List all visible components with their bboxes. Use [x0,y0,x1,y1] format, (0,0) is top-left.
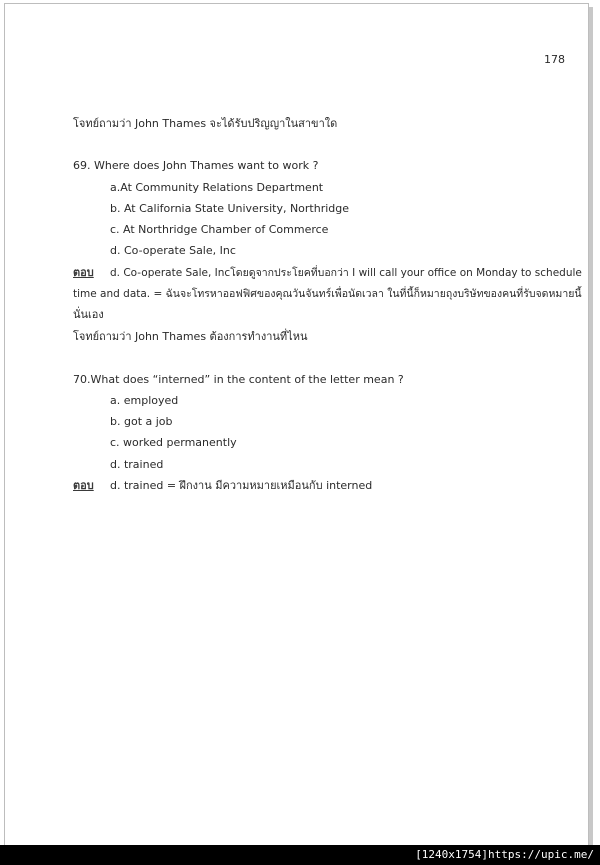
page-number: 178 [544,53,565,66]
answer-69-line-3: นั่นเอง [73,308,104,321]
option-70-a: a. employed [110,394,179,407]
option-70-b: b. got a job [110,415,173,428]
option-69-d: d. Co-operate Sale, Inc [110,244,236,257]
answer-69-line-1: d. Co-operate Sale, Incโดยดูจากประโยคที่บอกว่า I will call your office on Monday to schedule [110,267,582,279]
image-host-footer: [1240x1754]https://upic.me/ [0,845,600,865]
question-70: 70.What does “interned” in the content of the letter mean ? [73,373,404,386]
option-69-c: c. At Northridge Chamber of Commerce [110,223,329,236]
option-69-a: a.At Community Relations Department [110,181,324,194]
answer-70: d. trained = ฝึกงาน มีความหมายเหมือนกับ interned [110,479,373,492]
answer-label-70: ตอบ [73,479,94,492]
option-70-c: c. worked permanently [110,436,237,449]
answer-69-line-2: time and data. = ฉันจะโทรหาออฟฟิศของคุณวันจันทร์เพื่อนัดเวลา ในที่นี้ก็หมายถุงบริษัทของคนที่รับจดหมายนี้ [73,288,582,300]
question-69: 69. Where does John Thames want to work ? [73,159,319,172]
question-69-note: โจทย์ถามว่า John Thames ต้องการทำงานที่ไหน [73,330,308,343]
question-68-note: โจทย์ถามว่า John Thames จะได้รับปริญญาในสาขาใด [73,117,338,130]
answer-label-69: ตอบ [73,266,94,279]
option-70-d: d. trained [110,458,164,471]
option-69-b: b. At California State University, Northridge [110,202,350,215]
